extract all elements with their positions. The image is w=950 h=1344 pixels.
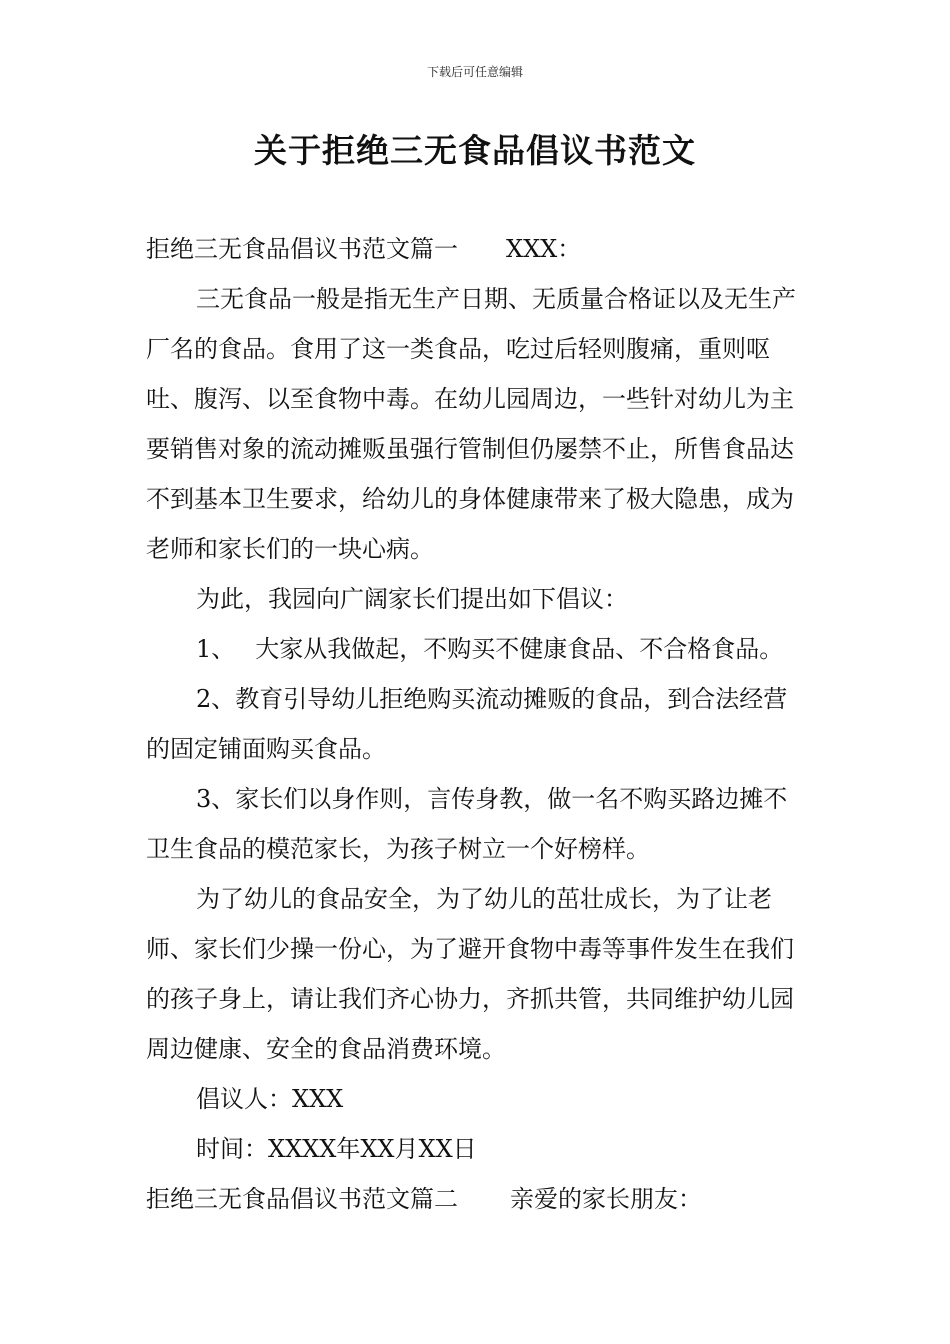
proposal-item-1-text: 大家从我做起，不购买不健康食品、不合格食品。 [255, 635, 784, 663]
paragraph-closing: 为了幼儿的食品安全，为了幼儿的茁壮成长，为了让老师、家长们少操一份心，为了避开食物中毒等事件发生在我们的孩子身上，请让我们齐心协力，齐抓共管，共同维护幼儿园周边健康、安全的食品消费环境。 [146, 885, 794, 1063]
section1-heading: 拒绝三无食品倡议书范文篇一 [146, 235, 458, 263]
paragraph-intro: 三无食品一般是指无生产日期、无质量合格证以及无生产厂名的食品。食用了这一类食品，吃过后轻则腹痛，重则呕吐、腹泻、以至食物中毒。在幼儿园周边，一些针对幼儿为主要销售对象的流动摊贩虽强行管制但仍屡禁不止，所售食品达不到基本卫生要求，给幼儿的身体健康带来了极大隐患，成为老师和家长们的一块心病。 [146, 285, 796, 563]
section2-salutation: 亲爱的家长朋友： [510, 1185, 702, 1213]
paragraph-proposal: 为此，我园向广阔家长们提出如下倡议： [196, 585, 628, 613]
document-body [146, 224, 806, 1224]
section1-heading-line [146, 224, 806, 274]
date-line: 时间：XXXX年XX月XX日 [196, 1135, 477, 1163]
section2-heading-line [146, 1174, 806, 1224]
proposal-item-2: 2、教育引导幼儿拒绝购买流动摊贩的食品，到合法经营的固定铺面购买食品。 [146, 685, 788, 763]
proposal-item-1 [146, 624, 806, 674]
section2-heading: 拒绝三无食品倡议书范文篇二 [146, 1185, 458, 1213]
header-note: 下载后可任意编辑 [426, 65, 523, 79]
document-title: 关于拒绝三无食品倡议书范文 [254, 131, 696, 170]
section1-salutation: XXX： [506, 235, 582, 263]
proposal-item-1-number: 1、 [196, 635, 236, 663]
proposal-item-3: 3、家长们以身作则，言传身教，做一名不购买路边摊不卫生食品的模范家长，为孩子树立一个好榜样。 [146, 785, 788, 863]
signer-line: 倡议人：XXX [196, 1085, 344, 1113]
